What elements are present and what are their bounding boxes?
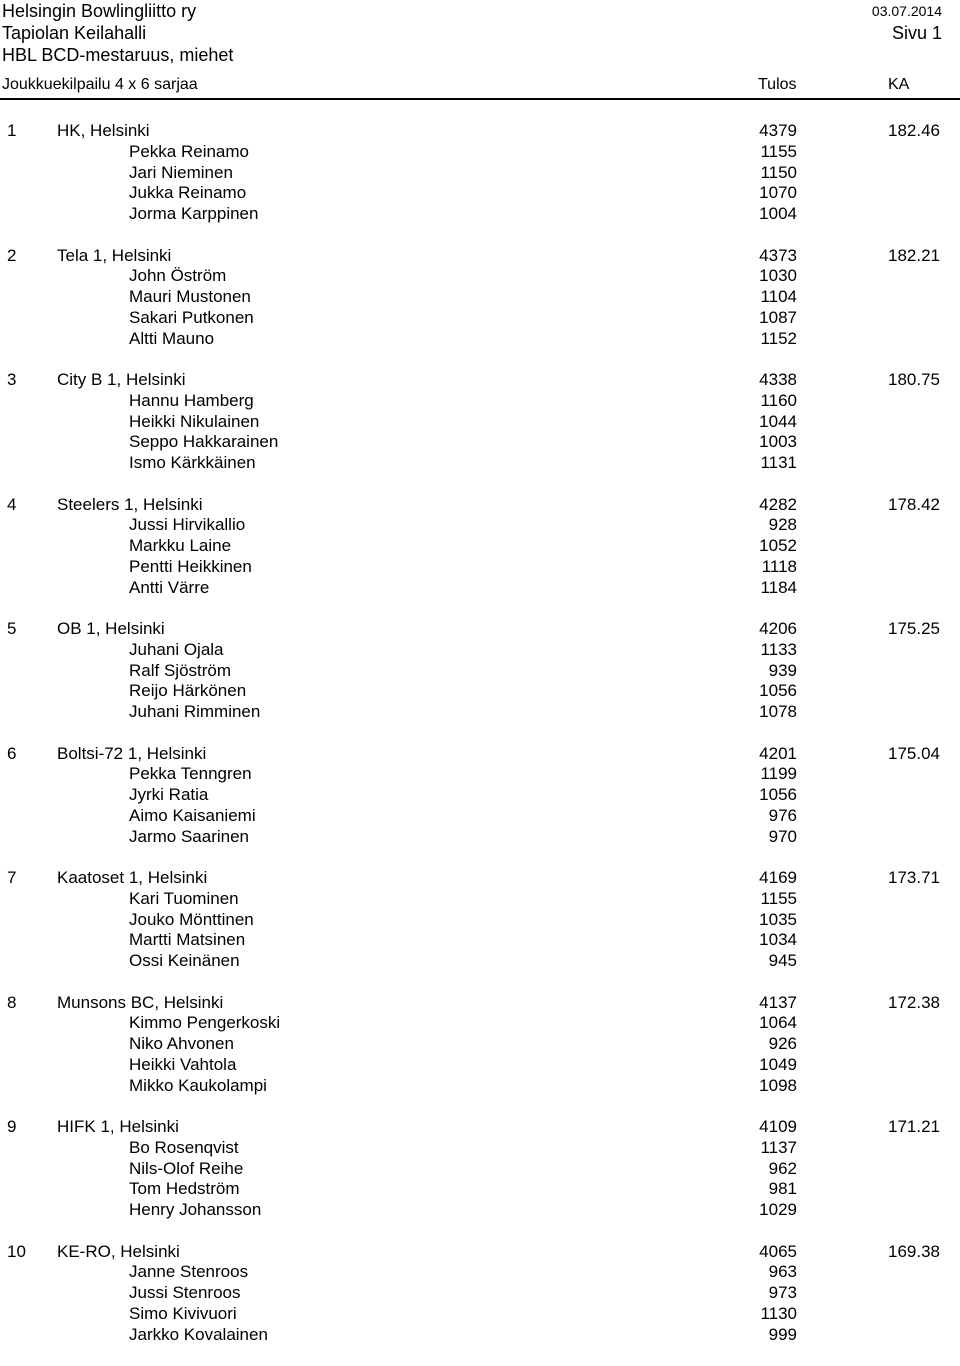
player-score: 1199	[760, 764, 797, 785]
player-score: 1130	[760, 1304, 797, 1325]
team-total: 4169	[759, 868, 797, 889]
player-name: Antti Värre	[129, 578, 209, 599]
player-score: 1044	[759, 412, 797, 433]
player-name: Kimmo Pengerkoski	[129, 1013, 280, 1034]
results-list	[0, 121, 960, 1366]
player-row	[0, 1262, 960, 1283]
player-name: Kari Tuominen	[129, 889, 239, 910]
team-rank: 6	[7, 744, 16, 765]
player-name: Henry Johansson	[129, 1200, 261, 1221]
player-name: Ossi Keinänen	[129, 951, 240, 972]
player-row	[0, 640, 960, 661]
team-row	[0, 495, 960, 516]
player-name: Ralf Sjöström	[129, 661, 231, 682]
player-score: 1184	[760, 578, 797, 599]
player-row	[0, 951, 960, 972]
team-block	[0, 993, 960, 1118]
player-score: 1049	[759, 1055, 797, 1076]
team-block	[0, 1117, 960, 1242]
player-row	[0, 702, 960, 723]
player-score: 999	[769, 1325, 797, 1346]
team-name: Munsons BC, Helsinki	[57, 993, 223, 1014]
team-block	[0, 121, 960, 246]
player-score: 1137	[760, 1138, 797, 1159]
team-total: 4201	[759, 744, 797, 765]
player-name: Altti Mauno	[129, 329, 214, 350]
player-score: 962	[769, 1159, 797, 1180]
player-row	[0, 1013, 960, 1034]
player-score: 1035	[759, 910, 797, 931]
player-name: Ismo Kärkkäinen	[129, 453, 256, 474]
player-score: 1152	[760, 329, 797, 350]
team-row	[0, 868, 960, 889]
player-row	[0, 204, 960, 225]
event-title: HBL BCD-mestaruus, miehet	[2, 45, 233, 65]
player-name: Jarkko Kovalainen	[129, 1325, 268, 1346]
player-row	[0, 391, 960, 412]
player-name: Jari Nieminen	[129, 163, 233, 184]
team-total: 4065	[759, 1242, 797, 1263]
team-total: 4282	[759, 495, 797, 516]
team-block	[0, 495, 960, 620]
team-block	[0, 619, 960, 744]
player-name: Pentti Heikkinen	[129, 557, 252, 578]
team-row	[0, 744, 960, 765]
player-row	[0, 1325, 960, 1346]
player-name: Reijo Härkönen	[129, 681, 246, 702]
team-total: 4137	[759, 993, 797, 1014]
team-average: 169.38	[888, 1242, 940, 1263]
player-row	[0, 806, 960, 827]
column-header-ka: KA	[888, 74, 909, 96]
player-score: 1118	[762, 557, 797, 578]
player-name: Nils-Olof Reihe	[129, 1159, 243, 1180]
player-row	[0, 827, 960, 848]
team-rank: 3	[7, 370, 16, 391]
team-average: 180.75	[888, 370, 940, 391]
team-rank: 5	[7, 619, 16, 640]
team-average: 175.04	[888, 744, 940, 765]
player-row	[0, 412, 960, 433]
player-row	[0, 1283, 960, 1304]
player-row	[0, 266, 960, 287]
team-average: 172.38	[888, 993, 940, 1014]
player-row	[0, 785, 960, 806]
player-score: 973	[769, 1283, 797, 1304]
player-row	[0, 889, 960, 910]
player-row	[0, 578, 960, 599]
player-row	[0, 183, 960, 204]
team-rank: 2	[7, 246, 16, 267]
player-score: 1155	[760, 142, 797, 163]
player-score: 981	[769, 1179, 797, 1200]
header-line-2	[2, 22, 942, 44]
team-name: City B 1, Helsinki	[57, 370, 185, 391]
player-name: Mikko Kaukolampi	[129, 1076, 267, 1097]
player-score: 970	[769, 827, 797, 848]
player-name: Jussi Stenroos	[129, 1283, 241, 1304]
player-score: 1003	[759, 432, 797, 453]
player-row	[0, 1138, 960, 1159]
player-name: Juhani Ojala	[129, 640, 224, 661]
player-name: Janne Stenroos	[129, 1262, 248, 1283]
player-row	[0, 453, 960, 474]
team-total: 4379	[759, 121, 797, 142]
team-rank: 7	[7, 868, 16, 889]
player-row	[0, 1200, 960, 1221]
player-score: 1064	[759, 1013, 797, 1034]
player-name: Mauri Mustonen	[129, 287, 251, 308]
team-name: KE-RO, Helsinki	[57, 1242, 180, 1263]
player-row	[0, 1179, 960, 1200]
team-block	[0, 370, 960, 495]
player-score: 945	[769, 951, 797, 972]
player-name: Martti Matsinen	[129, 930, 245, 951]
player-row	[0, 287, 960, 308]
team-row	[0, 1117, 960, 1138]
header-line-1	[2, 0, 942, 22]
player-row	[0, 910, 960, 931]
player-name: Juhani Rimminen	[129, 702, 260, 723]
header-divider	[0, 98, 960, 100]
player-name: Heikki Vahtola	[129, 1055, 236, 1076]
player-name: Jarmo Saarinen	[129, 827, 249, 848]
player-score: 976	[769, 806, 797, 827]
player-row	[0, 1055, 960, 1076]
player-score: 1133	[760, 640, 797, 661]
team-row	[0, 370, 960, 391]
venue-name: Tapiolan Keilahalli	[2, 23, 146, 43]
team-average: 178.42	[888, 495, 940, 516]
team-block	[0, 246, 960, 371]
player-row	[0, 1159, 960, 1180]
player-row	[0, 681, 960, 702]
player-name: Simo Kivivuori	[129, 1304, 237, 1325]
player-name: John Öström	[129, 266, 226, 287]
team-total: 4109	[759, 1117, 797, 1138]
team-block	[0, 868, 960, 993]
player-row	[0, 557, 960, 578]
team-block	[0, 744, 960, 869]
team-rank: 10	[7, 1242, 26, 1263]
player-name: Niko Ahvonen	[129, 1034, 234, 1055]
player-name: Bo Rosenqvist	[129, 1138, 239, 1159]
player-name: Hannu Hamberg	[129, 391, 254, 412]
player-score: 1029	[759, 1200, 797, 1221]
player-name: Jouko Mönttinen	[129, 910, 254, 931]
player-score: 928	[769, 515, 797, 536]
org-name: Helsingin Bowlingliitto ry	[2, 1, 196, 21]
player-row	[0, 536, 960, 557]
team-name: HK, Helsinki	[57, 121, 150, 142]
page-header	[2, 0, 942, 66]
player-row	[0, 1034, 960, 1055]
team-average: 171.21	[888, 1117, 940, 1138]
player-score: 1150	[760, 163, 797, 184]
player-score: 1078	[759, 702, 797, 723]
player-name: Jorma Karppinen	[129, 204, 258, 225]
column-header-row	[2, 74, 942, 96]
player-name: Markku Laine	[129, 536, 231, 557]
team-rank: 9	[7, 1117, 16, 1138]
player-row	[0, 308, 960, 329]
player-score: 1160	[760, 391, 797, 412]
team-average: 182.21	[888, 246, 940, 267]
team-average: 182.46	[888, 121, 940, 142]
player-name: Seppo Hakkarainen	[129, 432, 278, 453]
player-row	[0, 930, 960, 951]
player-name: Aimo Kaisaniemi	[129, 806, 256, 827]
report-date: 03.07.2014	[872, 0, 942, 22]
player-score: 1004	[759, 204, 797, 225]
player-score: 1087	[759, 308, 797, 329]
team-rank: 1	[7, 121, 16, 142]
player-score: 1104	[760, 287, 797, 308]
team-name: Steelers 1, Helsinki	[57, 495, 203, 516]
team-name: Kaatoset 1, Helsinki	[57, 868, 207, 889]
player-row	[0, 432, 960, 453]
player-score: 1056	[759, 681, 797, 702]
player-row	[0, 661, 960, 682]
team-name: OB 1, Helsinki	[57, 619, 165, 640]
player-score: 1056	[759, 785, 797, 806]
player-score: 1155	[760, 889, 797, 910]
player-score: 1030	[759, 266, 797, 287]
player-score: 939	[769, 661, 797, 682]
team-row	[0, 246, 960, 267]
player-name: Jussi Hirvikallio	[129, 515, 245, 536]
team-row	[0, 993, 960, 1014]
team-name: Tela 1, Helsinki	[57, 246, 171, 267]
player-row	[0, 1304, 960, 1325]
team-rank: 8	[7, 993, 16, 1014]
category-title: Joukkuekilpailu 4 x 6 sarjaa	[2, 76, 198, 93]
player-score: 1098	[759, 1076, 797, 1097]
team-row	[0, 1242, 960, 1263]
player-name: Pekka Reinamo	[129, 142, 249, 163]
header-line-3	[2, 44, 942, 66]
player-row	[0, 142, 960, 163]
player-score: 1034	[759, 930, 797, 951]
player-name: Heikki Nikulainen	[129, 412, 259, 433]
team-total: 4373	[759, 246, 797, 267]
player-score: 1131	[760, 453, 797, 474]
player-score: 1070	[759, 183, 797, 204]
team-total: 4338	[759, 370, 797, 391]
player-row	[0, 163, 960, 184]
player-score: 926	[769, 1034, 797, 1055]
player-row	[0, 1076, 960, 1097]
page-number: Sivu 1	[892, 22, 942, 44]
team-average: 173.71	[888, 868, 940, 889]
team-name: Boltsi-72 1, Helsinki	[57, 744, 206, 765]
team-block	[0, 1242, 960, 1366]
player-row	[0, 764, 960, 785]
player-name: Tom Hedström	[129, 1179, 240, 1200]
team-row	[0, 619, 960, 640]
player-score: 1052	[759, 536, 797, 557]
player-name: Sakari Putkonen	[129, 308, 254, 329]
team-average: 175.25	[888, 619, 940, 640]
team-rank: 4	[7, 495, 16, 516]
player-row	[0, 329, 960, 350]
team-total: 4206	[759, 619, 797, 640]
team-name: HIFK 1, Helsinki	[57, 1117, 179, 1138]
player-name: Pekka Tenngren	[129, 764, 252, 785]
player-row	[0, 515, 960, 536]
player-name: Jukka Reinamo	[129, 183, 246, 204]
player-name: Jyrki Ratia	[129, 785, 208, 806]
player-score: 963	[769, 1262, 797, 1283]
team-row	[0, 121, 960, 142]
column-header-tulos: Tulos	[758, 74, 797, 96]
